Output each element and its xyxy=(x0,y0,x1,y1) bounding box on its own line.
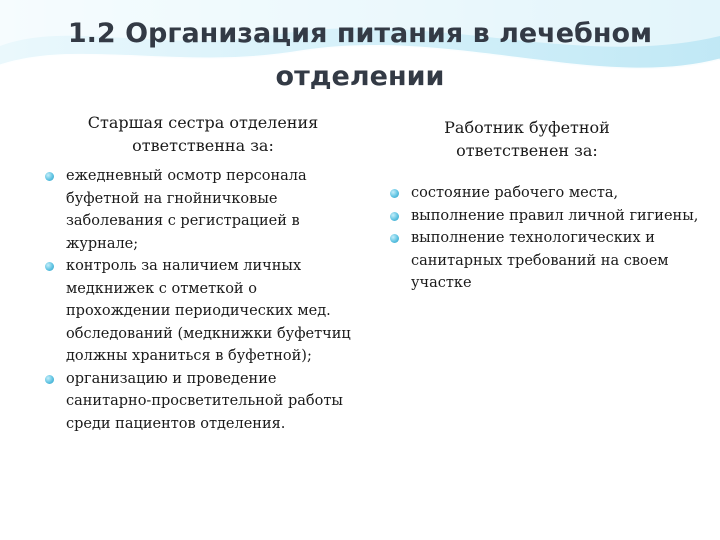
left-bullet-list xyxy=(45,165,365,435)
list-item-text: ежедневный осмотр персонала буфетной на гнойничковые заболевания с регистрацией в журнале; xyxy=(66,168,307,252)
list-item xyxy=(45,368,365,436)
list-item-text: выполнение правил личной гигиены, xyxy=(411,207,699,224)
list-item xyxy=(390,205,700,228)
bullet-dot-icon xyxy=(390,234,399,243)
bullet-dot-icon xyxy=(45,262,54,271)
slide-title: 1.2 Организация питания в лечебном отделении xyxy=(67,18,653,92)
list-item xyxy=(45,165,365,255)
list-item-text: контроль за наличием личных медкнижек с отметкой о прохождении периодических мед. обследований (медкнижки буфетчиц должны храниться в буфетной); xyxy=(66,258,351,364)
list-item-text: выполнение технологических и санитарных требований на своем участке xyxy=(411,230,669,291)
list-item-text: организацию и проведение санитарно-просветительной работы среди пациентов отделения. xyxy=(66,370,343,432)
bullet-dot-icon xyxy=(390,189,399,198)
list-item xyxy=(45,255,365,368)
list-item xyxy=(390,182,700,205)
bullet-dot-icon xyxy=(390,212,399,221)
right-bullet-list xyxy=(390,182,700,295)
list-item-text: состояние рабочего места, xyxy=(411,185,619,201)
right-column-heading: Работник буфетной ответственен за: xyxy=(444,118,610,160)
bullet-dot-icon xyxy=(45,172,54,181)
bullet-dot-icon xyxy=(45,375,54,384)
list-item xyxy=(390,227,700,295)
left-column-heading: Старшая сестра отделения ответственна за: xyxy=(87,113,319,155)
